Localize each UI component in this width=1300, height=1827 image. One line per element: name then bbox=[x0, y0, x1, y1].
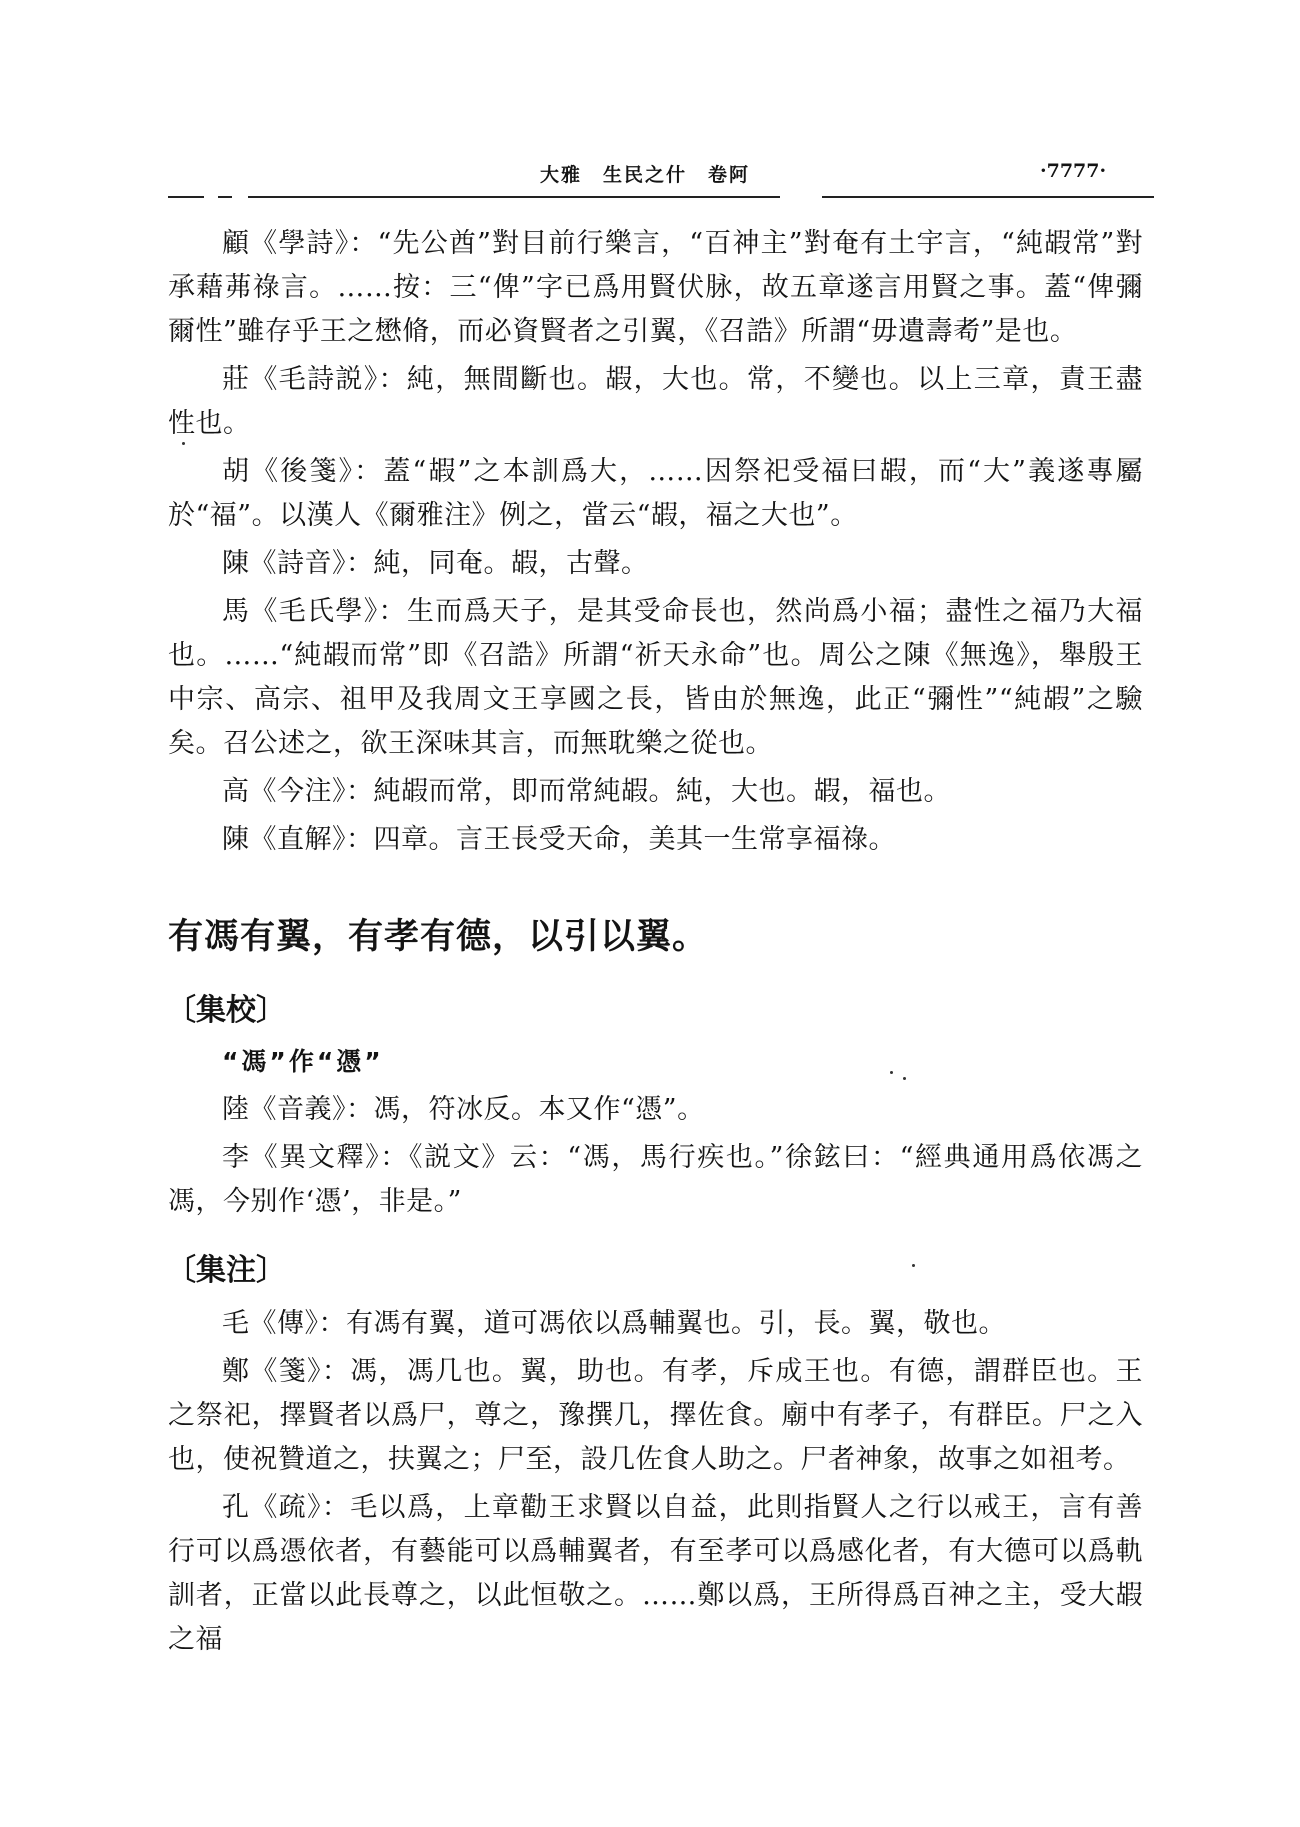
scan-speck bbox=[912, 1264, 915, 1267]
commentary-paragraph: 陳《詩音》：純，同奄。嘏，古聲。 bbox=[222, 548, 649, 579]
page-body bbox=[168, 222, 1143, 1666]
collation-paragraph: 陸《音義》：馮，符冰反。本又作“憑”。 bbox=[222, 1094, 705, 1125]
collation-paragraph: 李《異文釋》：《説文》云：“馮，馬行疾也。”徐鉉曰：“經典通用爲依馮之馮，今别作‘憑’，非是。” bbox=[168, 1142, 1143, 1217]
commentary-paragraph: 馬《毛氏學》：生而爲天子，是其受命長也，然尚爲小福；盡性之福乃大福也。……“純嘏而常”即《召誥》所謂“祈天永命”也。周公之陳《無逸》，舉殷王中宗、高宗、祖甲及我周文王享國之長，皆由於無逸，此正“彌性”“純嘏”之驗矣。召公述之，欲王深味其言，而無耽樂之從也。 bbox=[168, 596, 1143, 759]
commentary-paragraph: 陳《直解》：四章。言王長受天命，美其一生常享福祿。 bbox=[222, 824, 896, 855]
header-rule-dash bbox=[218, 196, 232, 198]
commentary-paragraph: 高《今注》：純嘏而常，即而常純嘏。純，大也。嘏，福也。 bbox=[222, 776, 951, 807]
scan-speck bbox=[182, 442, 185, 445]
jijiao-heading: 〔集校〕 bbox=[166, 993, 286, 1028]
annotation-paragraph: 毛《傳》：有馮有翼，道可馮依以爲輔翼也。引，長。翼，敬也。 bbox=[222, 1308, 1006, 1339]
verse-heading: 有馮有翼，有孝有德，以引以翼。 bbox=[168, 916, 709, 957]
page-header bbox=[0, 0, 1300, 210]
jizhu-heading: 〔集注〕 bbox=[166, 1253, 286, 1288]
variant-subheading: “馮”作“憑” bbox=[222, 1047, 384, 1076]
commentary-paragraph: 顧《學詩》：“先公酋”對目前行樂言，“百神主”對奄有土宇言，“純嘏常”對承藉茀祿言。……按：三“俾”字已爲用賢伏脉，故五章遂言用賢之事。蓋“俾彌爾性”雖存乎王之懋脩，而必資賢者之引翼，《召誥》所謂“毋遺壽耇”是也。 bbox=[168, 228, 1143, 347]
annotation-paragraph: 鄭《箋》：馮，馮几也。翼，助也。有孝，斥成王也。有德，謂群臣也。王之祭祀，擇賢者以爲尸，尊之，豫撰几，擇佐食。廟中有孝子，有群臣。尸之入也，使祝贊道之，扶翼之；尸至，設几佐食人助之。尸者神象，故事之如祖考。 bbox=[168, 1356, 1143, 1475]
running-title: 大雅 生民之什 卷阿 bbox=[540, 164, 751, 186]
commentary-paragraph: 莊《毛詩説》：純，無間斷也。嘏，大也。常，不變也。以上三章，責王盡性也。 bbox=[168, 364, 1143, 439]
header-rule-dash bbox=[168, 196, 204, 198]
header-rule bbox=[822, 196, 1154, 198]
commentary-paragraph: 胡《後箋》：蓋“嘏”之本訓爲大，……因祭祀受福曰嘏，而“大”義遂專屬於“福”。以漢人《爾雅注》例之，當云“嘏，福之大也”。 bbox=[168, 456, 1143, 531]
header-rule bbox=[248, 196, 780, 198]
scan-speck bbox=[890, 1071, 893, 1074]
annotation-paragraph: 孔《疏》：毛以爲，上章勸王求賢以自益，此則指賢人之行以戒王，言有善行可以爲憑依者，有藝能可以爲輔翼者，有至孝可以爲感化者，有大德可以爲軌訓者，正當以此長尊之，以此恒敬之。……鄭以爲，王所得爲百神之主，受大嘏之福 bbox=[168, 1492, 1143, 1655]
page-number: ·7777· bbox=[1040, 160, 1107, 182]
scan-speck bbox=[903, 1077, 906, 1080]
